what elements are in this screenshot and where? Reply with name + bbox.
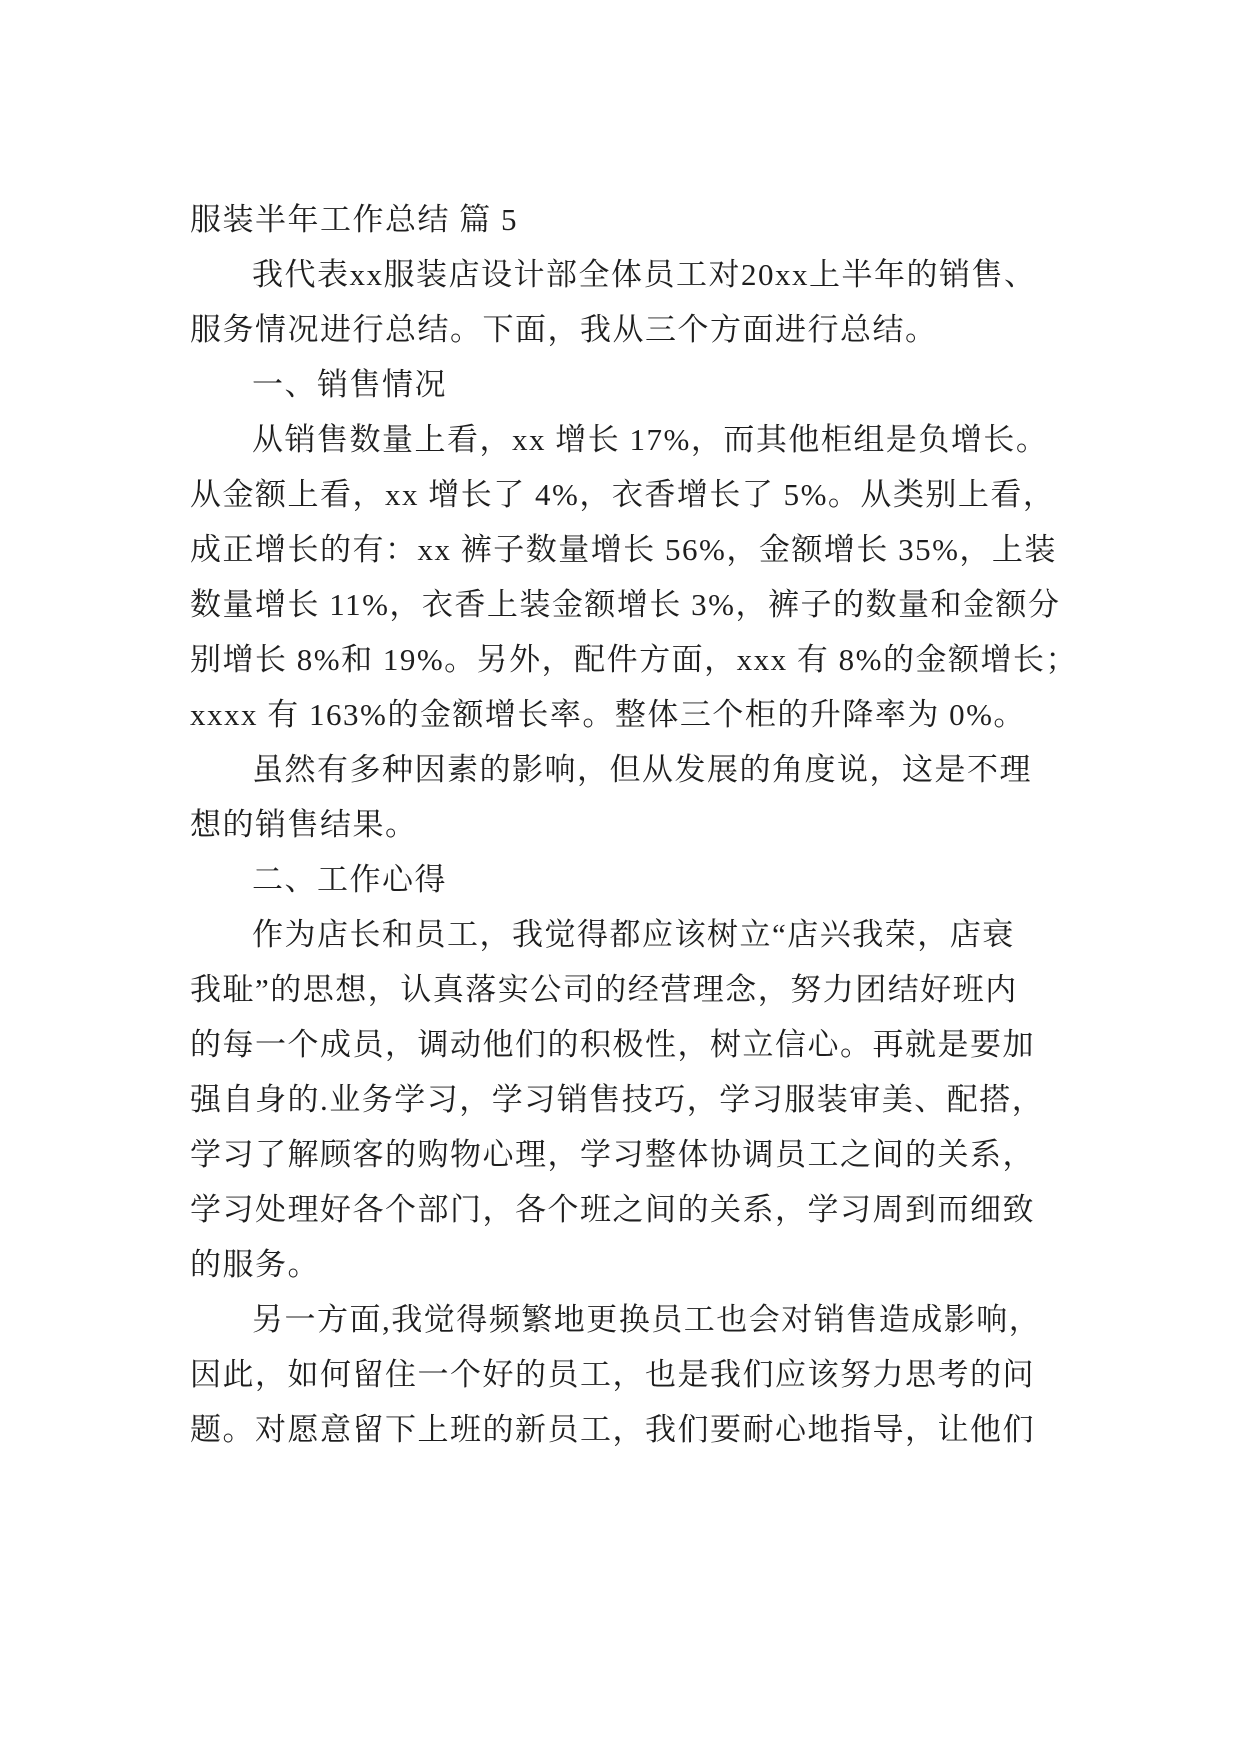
document-page [190,192,1120,1457]
text-line: 虽然有多种因素的影响，但从发展的角度说，这是不理 [252,752,1032,787]
text-line: 作为店长和员工，我觉得都应该树立“店兴我荣，店衰 [252,917,1015,952]
text-line: 题。对愿意留下上班的新员工，我们要耐心地指导，让他们 [190,1412,1035,1447]
paragraph [190,412,1120,742]
text-line: 数量增长 11%，衣香上装金额增长 3%，裤子的数量和金额分 [190,587,1061,622]
text-line: 想的销售结果。 [190,807,418,842]
intro-paragraph [190,247,1120,357]
text-line: 从销售数量上看，xx 增长 17%，而其他柜组是负增长。 [252,422,1049,457]
text-line: 我耻”的思想，认真落实公司的经营理念，努力团结好班内 [190,972,1018,1007]
text-line: 学习处理好各个部门，各个班之间的关系，学习周到而细致 [190,1192,1035,1227]
text-line: 成正增长的有：xx 裤子数量增长 56%，金额增长 35%，上装 [190,532,1057,567]
paragraph [190,742,1120,852]
text-line: 另一方面,我觉得频繁地更换员工也会对销售造成影响， [252,1302,1042,1337]
text-line: 的每一个成员，调动他们的积极性，树立信心。再就是要加 [190,1027,1035,1062]
text-line: 别增长 8%和 19%。另外，配件方面，xxx 有 8%的金额增长； [190,642,1078,677]
text-line: 的服务。 [190,1247,320,1282]
paragraph [190,1292,1120,1457]
text-line: xxxx 有 163%的金额增长率。整体三个柜的升降率为 0%。 [190,697,1026,732]
text-line: 我代表xx服装店设计部全体员工对20xx上半年的销售、 [252,257,1037,292]
section-heading: 一、销售情况 [252,367,447,402]
paragraph [190,907,1120,1292]
text-line: 服务情况进行总结。下面，我从三个方面进行总结。 [190,312,938,347]
document-title: 服装半年工作总结 篇 5 [190,202,518,237]
text-line: 强自身的.业务学习，学习销售技巧，学习服装审美、配搭， [190,1082,1045,1117]
section-heading: 二、工作心得 [252,862,447,897]
text-line: 因此，如何留住一个好的员工，也是我们应该努力思考的问 [190,1357,1035,1392]
text-line: 学习了解顾客的购物心理，学习整体协调员工之间的关系， [190,1137,1035,1172]
text-line: 从金额上看，xx 增长了 4%，衣香增长了 5%。从类别上看， [190,477,1056,512]
